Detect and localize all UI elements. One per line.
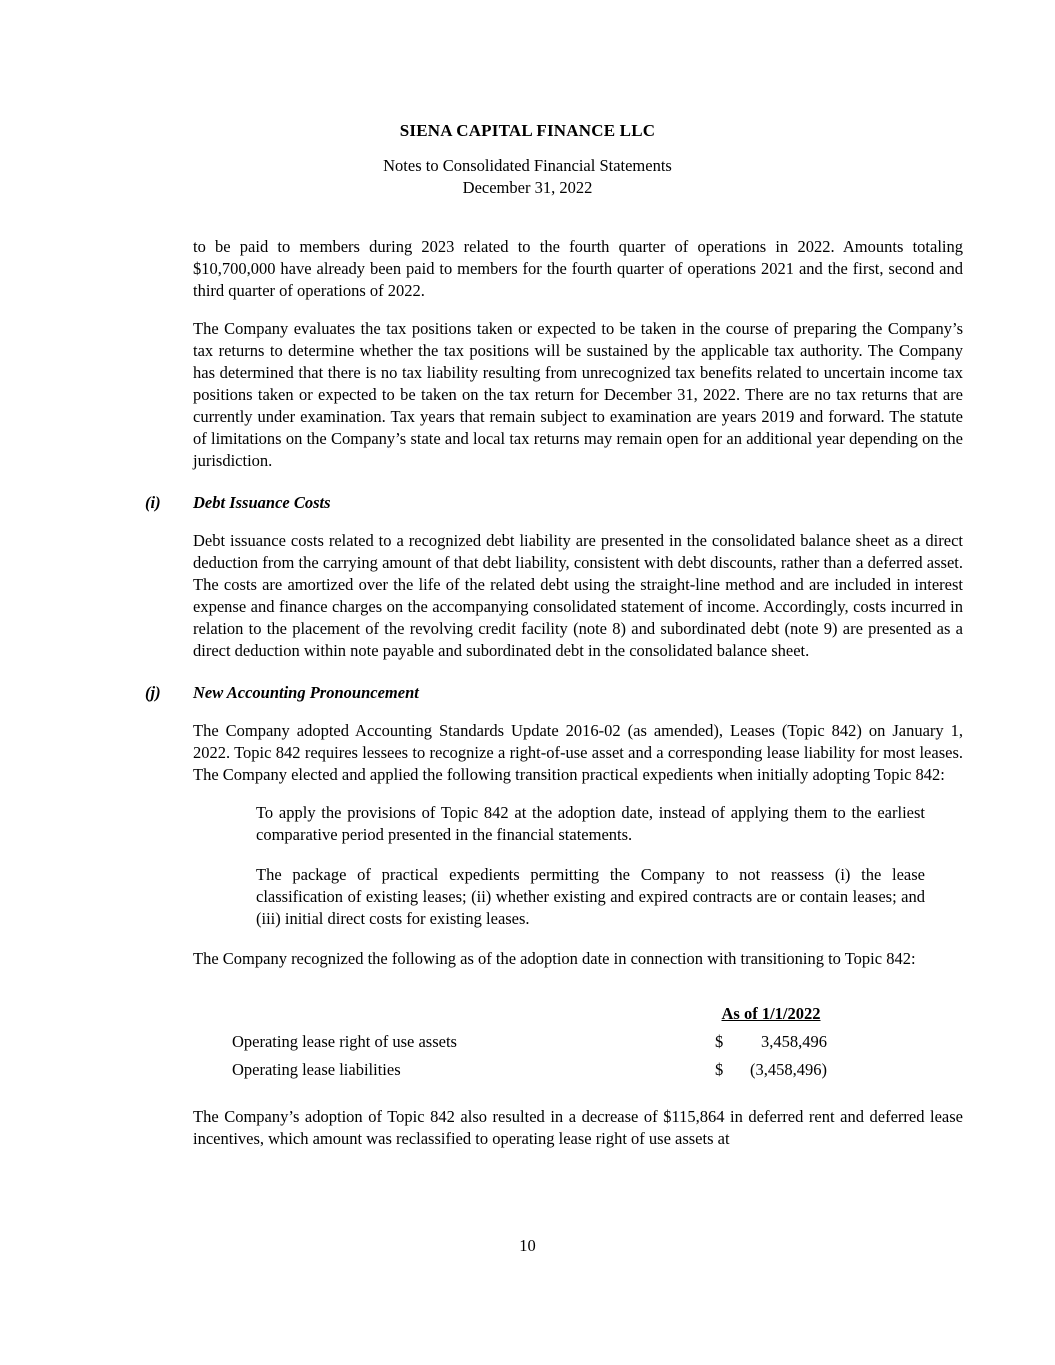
section-title-debt-issuance-costs: Debt Issuance Costs xyxy=(193,493,331,512)
section-title-new-accounting-pronouncement: New Accounting Pronouncement xyxy=(193,683,419,702)
table-row xyxy=(232,1056,963,1084)
row-value-right-of-use-assets xyxy=(715,1028,827,1056)
row-label-right-of-use-assets: Operating lease right of use assets xyxy=(232,1032,457,1051)
paragraph-tax-positions: The Company evaluates the tax positions taken or expected to be taken in the course of preparing the Company’s tax returns to determine whether the tax positions will be sustained by the applicable tax authority. The Company has determined that there is no tax liability resulting from unrecognized tax benefits related to uncertain income tax positions taken or expected to be taken on the tax return for December 31, 2022. There are no tax returns that are currently under examination. Tax years that remain subject to examination are years 2019 and forward. The statute of limitations on the Company’s state and local tax returns may remain open for an additional year depending on the jurisdiction. xyxy=(193,319,963,470)
table-column-header-as-of-date: As of 1/1/2022 xyxy=(721,1004,821,1023)
paragraph-expedient-1: To apply the provisions of Topic 842 at the adoption date, instead of applying them to the earliest comparative period presented in the financial statements. xyxy=(256,803,925,844)
section-heading-new-accounting-pronouncement xyxy=(145,682,963,704)
adoption-date-table xyxy=(232,1000,963,1084)
paragraph-recognized-adoption-date: The Company recognized the following as of the adoption date in connection with transitioning to Topic 842: xyxy=(193,949,916,968)
paragraph-debt-issuance-costs: Debt issuance costs related to a recognized debt liability are presented in the consolidated balance sheet as a direct deduction from the carrying amount of that debt liability, consistent with debt discounts, rather than a deferred asset. The costs are amortized over the life of the related debt using the straight-line method and are included in interest expense and finance charges on the accompanying consolidated statement of income. Accordingly, costs incurred in relation to the placement of the revolving credit facility (note 8) and subordinated debt (note 9) are presented as a direct deduction within note payable and subordinated debt in the consolidated balance sheet. xyxy=(193,531,963,660)
section-label-i: (i) xyxy=(145,493,161,512)
document-body xyxy=(0,199,1055,1150)
paragraph-expedient-2: The package of practical expedients permitting the Company to not reassess (i) the lease classification of existing leases; (ii) whether existing and expired contracts are or contain leases; and (iii) initial direct costs for existing leases. xyxy=(256,865,925,928)
amount-lease-liabilities: (3,458,496) xyxy=(750,1060,827,1079)
row-value-lease-liabilities xyxy=(715,1056,827,1084)
section-label-j: (j) xyxy=(145,683,161,702)
company-name: SIENA CAPITAL FINANCE LLC xyxy=(399,121,656,140)
row-label-lease-liabilities: Operating lease liabilities xyxy=(232,1060,401,1079)
table-header-row xyxy=(232,1000,963,1028)
document-date: December 31, 2022 xyxy=(462,178,593,197)
section-heading-debt-issuance-costs xyxy=(145,492,963,514)
amount-right-of-use-assets: 3,458,496 xyxy=(761,1032,827,1051)
currency-symbol: $ xyxy=(715,1060,724,1079)
paragraph-topic-842-adoption-result: The Company’s adoption of Topic 842 also resulted in a decrease of $115,864 in deferred rent and deferred lease incentives, which amount was reclassified to operating lease right of use assets at xyxy=(193,1107,963,1148)
currency-symbol: $ xyxy=(715,1032,724,1051)
document-header xyxy=(0,0,1055,199)
page-number: 10 xyxy=(519,1236,536,1255)
paragraph-member-distributions: to be paid to members during 2023 related to the fourth quarter of operations in 2022. Amounts totaling $10,700,000 have already been paid to members for the fourth quarter of operations 2021 and the first, second and third quarter of operations of 2022. xyxy=(193,237,963,300)
paragraph-topic-842-intro: The Company adopted Accounting Standards Update 2016-02 (as amended), Leases (Topic 842) on January 1, 2022. Topic 842 requires lessees to recognize a right-of-use asset and a corresponding lease liability for most leases. The Company elected and applied the following transition practical expedients when initially adopting Topic 842: xyxy=(193,721,963,784)
table-row xyxy=(232,1028,963,1056)
document-subtitle: Notes to Consolidated Financial Statements xyxy=(383,156,672,175)
